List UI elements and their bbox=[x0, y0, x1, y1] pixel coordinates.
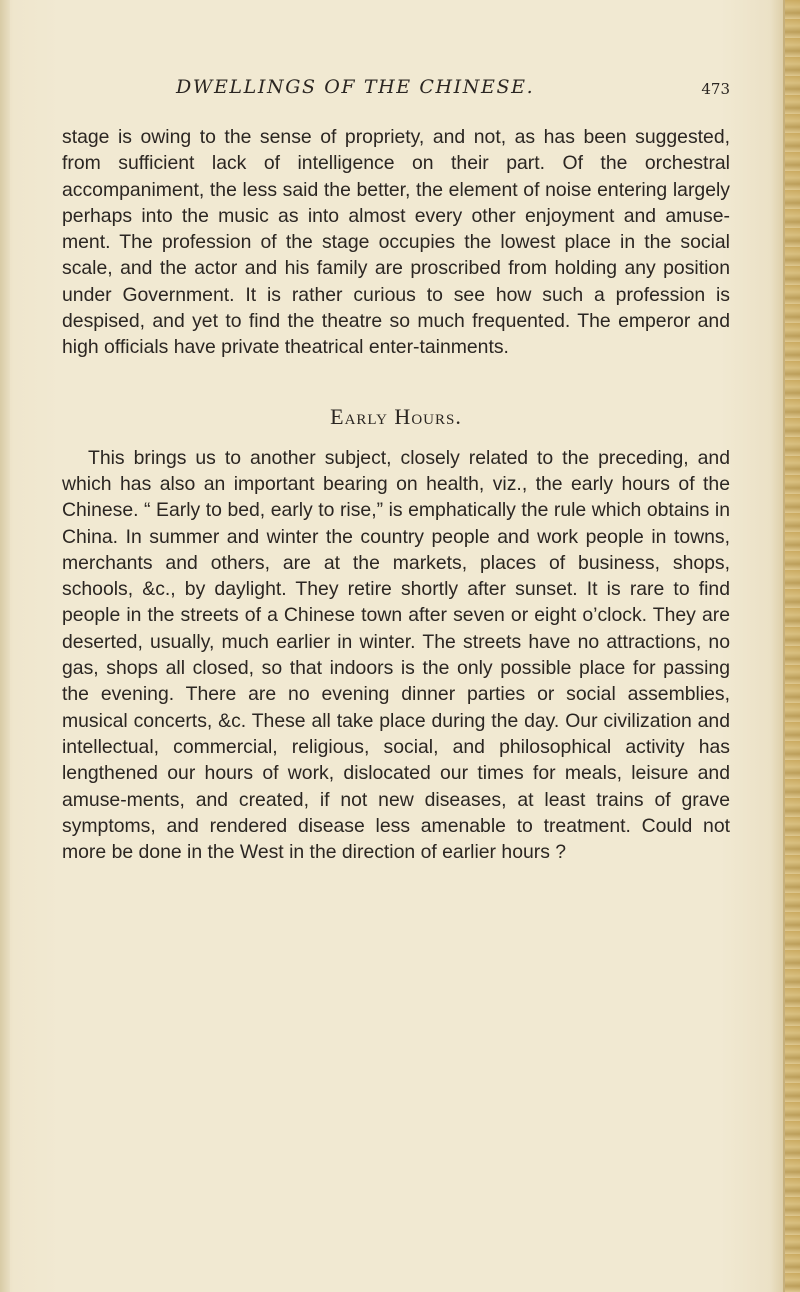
binding-gutter bbox=[785, 0, 800, 1292]
page-left-edge bbox=[0, 0, 10, 1292]
paragraph-continued: stage is owing to the sense of propriety, and not, as has been suggested, from sufficient lack of intelligence on their part. Of the orchestral accompaniment, the less said the better, the element of noise entering largely perhaps into the music as into almost every other enjoyment and amuse-ment. The profession of the stage occupies the lowest place in the social scale, and the actor and his family are proscribed from holding any position under Government. It is rather curious to see how such a profession is despised, and yet to find the theatre so much frequented. The emperor and high officials have private theatrical enter-tainments. bbox=[62, 126, 730, 359]
page-header bbox=[62, 76, 734, 108]
running-title: DWELLINGS OF THE CHINESE. bbox=[176, 76, 535, 98]
page-body bbox=[62, 124, 730, 865]
paragraph-early-hours: This brings us to another subject, closely related to the preceding, and which has also an important bearing on health, viz., the early hours of the Chinese. “ Early to bed, early to rise,” is emphatically the rule which obtains in China. In summer and winter the country people and work people in towns, merchants and others, are at the markets, places of business, shops, schools, &c., by daylight. They retire shortly after sunset. It is rare to find people in the streets of a Chinese town after seven or eight o’clock. They are deserted, usually, much earlier in winter. The streets have no attractions, no gas, shops all closed, so that indoors is the only possible place for passing the evening. There are no evening dinner parties or social assemblies, musical concerts, &c. These all take place during the day. Our civilization and intellectual, commercial, religious, social, and philosophical activity has lengthened our hours of work, dislocated our times for meals, leisure and amuse-ments, and created, if not new diseases, at least trains of grave symptoms, and rendered disease less amenable to treatment. Could not more be done in the West in the direction of earlier hours ? bbox=[62, 446, 730, 864]
page-number: 473 bbox=[701, 80, 730, 98]
section-heading: Early Hours. bbox=[330, 403, 462, 429]
